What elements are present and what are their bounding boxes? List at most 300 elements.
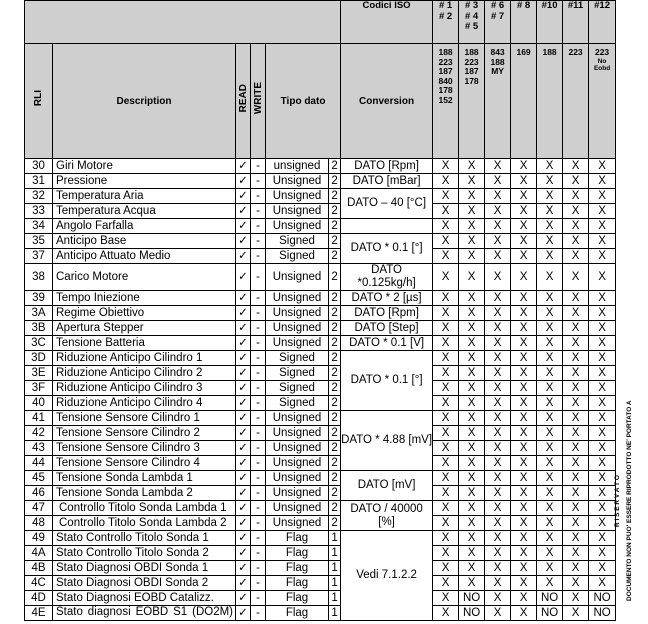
iso-mark-cell: X: [589, 546, 616, 561]
iso-col-3-label: # 6 # 7: [485, 1, 511, 44]
conversion-cell: DATO * 0.1 [°]: [341, 351, 433, 411]
write-cell: -: [251, 471, 266, 486]
table-row: [25, 486, 616, 501]
length-cell: 2: [329, 159, 341, 174]
type-cell: Signed: [266, 351, 329, 366]
write-cell: -: [251, 411, 266, 426]
length-cell: 2: [329, 456, 341, 471]
iso-mark-cell: X: [485, 249, 511, 264]
iso-mark-cell: X: [459, 291, 485, 306]
iso-mark-cell: X: [537, 396, 563, 411]
iso-mark-cell: X: [485, 576, 511, 591]
table-row: [25, 381, 616, 396]
rli-cell: 4E: [25, 606, 53, 621]
iso-mark-cell: X: [485, 159, 511, 174]
description-cell: Apertura Stepper: [53, 321, 236, 336]
iso-mark-cell: X: [433, 396, 459, 411]
rli-cell: 37: [25, 249, 53, 264]
iso-mark-cell: X: [485, 561, 511, 576]
iso-col-7-code: 223: [594, 47, 610, 57]
write-cell: -: [251, 336, 266, 351]
rli-cell: 44: [25, 456, 53, 471]
read-check-cell: ✓: [236, 204, 251, 219]
type-cell: Flag: [266, 606, 329, 621]
read-check-cell: ✓: [236, 396, 251, 411]
length-cell: 1: [329, 576, 341, 591]
iso-mark-cell: X: [589, 234, 616, 249]
iso-mark-cell: X: [511, 219, 537, 234]
iso-mark-cell: X: [433, 321, 459, 336]
description-cell: Controllo Titolo Sonda Lambda 2: [53, 516, 236, 531]
write-cell: -: [251, 204, 266, 219]
iso-mark-cell: X: [433, 591, 459, 606]
iso-mark-cell: X: [563, 249, 589, 264]
read-check-cell: ✓: [236, 291, 251, 306]
read-check-cell: ✓: [236, 546, 251, 561]
read-check-cell: ✓: [236, 234, 251, 249]
description-cell: Anticipo Base: [53, 234, 236, 249]
read-header: [236, 44, 251, 159]
type-cell: Unsigned: [266, 486, 329, 501]
iso-mark-cell: X: [433, 471, 459, 486]
iso-mark-cell: X: [511, 591, 537, 606]
iso-mark-cell: X: [537, 381, 563, 396]
table-row: [25, 306, 616, 321]
iso-mark-cell: X: [563, 516, 589, 531]
write-cell: -: [251, 189, 266, 204]
type-cell: Unsigned: [266, 219, 329, 234]
write-cell: -: [251, 366, 266, 381]
rli-cell: 47: [25, 501, 53, 516]
iso-mark-cell: X: [433, 204, 459, 219]
iso-mark-cell: X: [485, 351, 511, 366]
read-check-cell: ✓: [236, 351, 251, 366]
iso-mark-cell: X: [459, 546, 485, 561]
iso-mark-cell: X: [485, 411, 511, 426]
iso-mark-cell: X: [511, 249, 537, 264]
read-header-label: READ: [237, 84, 249, 113]
iso-mark-cell: X: [589, 456, 616, 471]
iso-mark-cell: X: [589, 264, 616, 291]
length-cell: 1: [329, 531, 341, 546]
conversion-cell: DATO [Rpm]: [341, 159, 433, 174]
description-cell: Giri Motore: [53, 159, 236, 174]
iso-mark-cell: X: [511, 336, 537, 351]
table-row: [25, 471, 616, 486]
iso-mark-cell: X: [589, 381, 616, 396]
length-cell: 2: [329, 189, 341, 204]
read-check-cell: ✓: [236, 264, 251, 291]
rli-cell: 4A: [25, 546, 53, 561]
iso-mark-cell: X: [537, 411, 563, 426]
type-cell: Unsigned: [266, 456, 329, 471]
read-check-cell: ✓: [236, 306, 251, 321]
description-header: Description: [53, 44, 236, 159]
description-cell: Tensione Sensore Cilindro 3: [53, 441, 236, 456]
read-check-cell: ✓: [236, 159, 251, 174]
iso-mark-cell: NO: [589, 591, 616, 606]
description-cell: Tensione Sonda Lambda 1: [53, 471, 236, 486]
type-cell: Unsigned: [266, 306, 329, 321]
iso-mark-cell: X: [589, 291, 616, 306]
iso-mark-cell: X: [511, 606, 537, 621]
type-cell: Flag: [266, 531, 329, 546]
write-cell: -: [251, 249, 266, 264]
iso-mark-cell: X: [563, 606, 589, 621]
rli-cell: 45: [25, 471, 53, 486]
iso-mark-cell: X: [537, 264, 563, 291]
iso-mark-cell: X: [433, 219, 459, 234]
table-row: [25, 411, 616, 426]
table-row: [25, 531, 616, 546]
iso-mark-cell: X: [589, 516, 616, 531]
description-cell: Tensione Sensore Cilindro 4: [53, 456, 236, 471]
table-row: [25, 321, 616, 336]
description-cell: Carico Motore: [53, 264, 236, 291]
length-cell: 2: [329, 381, 341, 396]
write-header: [251, 44, 266, 159]
codici-iso-header: Codici ISO: [341, 1, 433, 44]
iso-mark-cell: NO: [589, 606, 616, 621]
read-check-cell: ✓: [236, 561, 251, 576]
rli-cell: 31: [25, 174, 53, 189]
iso-mark-cell: X: [537, 219, 563, 234]
write-cell: -: [251, 501, 266, 516]
iso-mark-cell: X: [563, 336, 589, 351]
read-check-cell: ✓: [236, 606, 251, 621]
iso-mark-cell: X: [563, 546, 589, 561]
conversion-header: Conversion: [341, 44, 433, 159]
type-cell: Signed: [266, 234, 329, 249]
iso-mark-cell: X: [537, 291, 563, 306]
iso-mark-cell: X: [589, 306, 616, 321]
length-cell: 2: [329, 441, 341, 456]
iso-mark-cell: X: [459, 366, 485, 381]
type-cell: Unsigned: [266, 321, 329, 336]
iso-mark-cell: X: [433, 561, 459, 576]
table-row: [25, 174, 616, 189]
iso-mark-cell: X: [433, 441, 459, 456]
iso-mark-cell: X: [589, 219, 616, 234]
table-row: [25, 501, 616, 516]
iso-mark-cell: X: [485, 441, 511, 456]
iso-mark-cell: X: [537, 234, 563, 249]
type-cell: Signed: [266, 366, 329, 381]
iso-mark-cell: X: [459, 351, 485, 366]
table-row: [25, 189, 616, 204]
description-cell: Stato Controllo Titolo Sonda 1: [53, 531, 236, 546]
iso-mark-cell: X: [485, 531, 511, 546]
iso-mark-cell: X: [537, 249, 563, 264]
type-cell: Unsigned: [266, 426, 329, 441]
iso-mark-cell: X: [537, 576, 563, 591]
rli-cell: 3A: [25, 306, 53, 321]
length-cell: 2: [329, 249, 341, 264]
read-check-cell: ✓: [236, 189, 251, 204]
iso-mark-cell: NO: [459, 591, 485, 606]
type-cell: Flag: [266, 576, 329, 591]
rli-cell: 38: [25, 264, 53, 291]
iso-mark-cell: X: [459, 411, 485, 426]
rli-header: [25, 44, 53, 159]
length-cell: 1: [329, 546, 341, 561]
iso-mark-cell: X: [537, 159, 563, 174]
iso-mark-cell: X: [433, 501, 459, 516]
description-cell: Anticipo Attuato Medio: [53, 249, 236, 264]
iso-mark-cell: X: [459, 561, 485, 576]
type-cell: Flag: [266, 546, 329, 561]
iso-mark-cell: X: [563, 486, 589, 501]
iso-mark-cell: X: [511, 456, 537, 471]
iso-mark-cell: X: [537, 174, 563, 189]
iso-mark-cell: X: [511, 321, 537, 336]
rli-cell: 4D: [25, 591, 53, 606]
iso-mark-cell: X: [459, 336, 485, 351]
rli-cell: 40: [25, 396, 53, 411]
type-cell: Unsigned: [266, 291, 329, 306]
read-check-cell: ✓: [236, 441, 251, 456]
read-check-cell: ✓: [236, 426, 251, 441]
iso-mark-cell: X: [485, 366, 511, 381]
iso-col-2-codes: 188 223 187 178: [459, 44, 485, 159]
table-row: [25, 336, 616, 351]
iso-mark-cell: X: [511, 501, 537, 516]
iso-mark-cell: X: [485, 486, 511, 501]
read-check-cell: ✓: [236, 576, 251, 591]
write-cell: -: [251, 219, 266, 234]
write-cell: -: [251, 606, 266, 621]
iso-col-1-label: # 1 # 2: [433, 1, 459, 44]
iso-mark-cell: X: [485, 306, 511, 321]
length-cell: 1: [329, 606, 341, 621]
iso-mark-cell: X: [459, 219, 485, 234]
description-cell: Tensione Batteria: [53, 336, 236, 351]
iso-mark-cell: X: [433, 606, 459, 621]
write-cell: -: [251, 591, 266, 606]
table-row: [25, 219, 616, 234]
iso-col-4-codes: 169: [511, 44, 537, 159]
iso-mark-cell: X: [459, 306, 485, 321]
iso-mark-cell: X: [511, 561, 537, 576]
conversion-cell: DATO [Rpm]: [341, 306, 433, 321]
iso-mark-cell: X: [459, 471, 485, 486]
iso-mark-cell: X: [563, 174, 589, 189]
iso-mark-cell: X: [433, 291, 459, 306]
rli-cell: 32: [25, 189, 53, 204]
iso-mark-cell: X: [433, 264, 459, 291]
write-cell: -: [251, 264, 266, 291]
iso-mark-cell: X: [511, 174, 537, 189]
iso-mark-cell: X: [459, 321, 485, 336]
iso-mark-cell: X: [537, 456, 563, 471]
iso-mark-cell: X: [433, 351, 459, 366]
iso-mark-cell: X: [563, 291, 589, 306]
iso-col-7-note: No Eobd: [593, 57, 611, 72]
length-cell: 2: [329, 351, 341, 366]
iso-col-6-label: #11: [563, 1, 589, 44]
iso-mark-cell: X: [589, 576, 616, 591]
iso-col-3-codes: 843 188 MY: [485, 44, 511, 159]
tipo-dato-header: Tipo dato: [266, 44, 341, 159]
description-cell: Tensione Sensore Cilindro 1: [53, 411, 236, 426]
iso-mark-cell: X: [433, 336, 459, 351]
iso-mark-cell: X: [433, 516, 459, 531]
table-row: [25, 561, 616, 576]
iso-mark-cell: X: [459, 441, 485, 456]
description-cell: Angolo Farfalla: [53, 219, 236, 234]
iso-mark-cell: X: [433, 531, 459, 546]
type-cell: Unsigned: [266, 204, 329, 219]
iso-mark-cell: NO: [537, 591, 563, 606]
iso-mark-cell: X: [511, 159, 537, 174]
table-row: [25, 291, 616, 306]
type-cell: Unsigned: [266, 336, 329, 351]
iso-mark-cell: X: [485, 426, 511, 441]
write-cell: -: [251, 561, 266, 576]
iso-mark-cell: X: [433, 189, 459, 204]
iso-mark-cell: X: [433, 159, 459, 174]
write-cell: -: [251, 426, 266, 441]
write-cell: -: [251, 516, 266, 531]
iso-col-4-label: # 8: [511, 1, 537, 44]
rli-cell: 4C: [25, 576, 53, 591]
iso-col-5-label: #10: [537, 1, 563, 44]
iso-mark-cell: X: [485, 456, 511, 471]
write-cell: -: [251, 351, 266, 366]
iso-mark-cell: X: [563, 456, 589, 471]
iso-mark-cell: X: [485, 204, 511, 219]
length-cell: 2: [329, 174, 341, 189]
rli-parameter-table: [24, 0, 616, 621]
iso-mark-cell: X: [563, 381, 589, 396]
type-cell: Signed: [266, 396, 329, 411]
rli-cell: 30: [25, 159, 53, 174]
table-row: [25, 546, 616, 561]
iso-mark-cell: X: [589, 174, 616, 189]
iso-mark-cell: X: [563, 264, 589, 291]
length-cell: 2: [329, 264, 341, 291]
rli-cell: 33: [25, 204, 53, 219]
header-row-1: [25, 1, 616, 44]
rli-cell: 3C: [25, 336, 53, 351]
table-row: [25, 396, 616, 411]
iso-mark-cell: X: [563, 189, 589, 204]
iso-mark-cell: X: [511, 381, 537, 396]
iso-mark-cell: X: [537, 189, 563, 204]
write-cell: -: [251, 291, 266, 306]
type-cell: unsigned: [266, 159, 329, 174]
iso-mark-cell: X: [511, 351, 537, 366]
iso-mark-cell: X: [511, 396, 537, 411]
type-cell: Signed: [266, 381, 329, 396]
read-check-cell: ✓: [236, 486, 251, 501]
rli-cell: 3E: [25, 366, 53, 381]
iso-mark-cell: X: [563, 576, 589, 591]
rli-cell: 35: [25, 234, 53, 249]
iso-mark-cell: X: [485, 606, 511, 621]
table-row: [25, 591, 616, 606]
read-check-cell: ✓: [236, 411, 251, 426]
rli-cell: 43: [25, 441, 53, 456]
iso-mark-cell: X: [537, 516, 563, 531]
iso-mark-cell: X: [537, 321, 563, 336]
iso-mark-cell: X: [459, 159, 485, 174]
iso-col-7-codes: [589, 44, 616, 159]
length-cell: 2: [329, 411, 341, 426]
table-row: [25, 516, 616, 531]
description-cell: Stato Diagnosi OBDI Sonda 2: [53, 576, 236, 591]
iso-mark-cell: X: [589, 321, 616, 336]
iso-mark-cell: X: [459, 531, 485, 546]
iso-mark-cell: X: [589, 441, 616, 456]
length-cell: 2: [329, 516, 341, 531]
write-cell: -: [251, 441, 266, 456]
iso-mark-cell: X: [459, 174, 485, 189]
iso-mark-cell: X: [459, 516, 485, 531]
iso-mark-cell: X: [485, 219, 511, 234]
write-cell: -: [251, 159, 266, 174]
iso-mark-cell: X: [433, 249, 459, 264]
rli-cell: 39: [25, 291, 53, 306]
write-cell: -: [251, 576, 266, 591]
iso-mark-cell: X: [485, 174, 511, 189]
write-cell: -: [251, 381, 266, 396]
iso-mark-cell: X: [511, 204, 537, 219]
table-row: [25, 204, 616, 219]
write-cell: -: [251, 486, 266, 501]
iso-mark-cell: X: [537, 426, 563, 441]
length-cell: 1: [329, 591, 341, 606]
write-cell: -: [251, 306, 266, 321]
type-cell: Flag: [266, 591, 329, 606]
iso-mark-cell: X: [485, 471, 511, 486]
read-check-cell: ✓: [236, 456, 251, 471]
rli-cell: 49: [25, 531, 53, 546]
iso-mark-cell: X: [563, 591, 589, 606]
conversion-cell: DATO / 40000 [%]: [341, 501, 433, 531]
type-cell: Flag: [266, 561, 329, 576]
read-check-cell: ✓: [236, 174, 251, 189]
iso-mark-cell: X: [511, 546, 537, 561]
iso-mark-cell: X: [459, 501, 485, 516]
description-cell: Riduzione Anticipo Cilindro 2: [53, 366, 236, 381]
iso-mark-cell: X: [459, 576, 485, 591]
table-row: [25, 234, 616, 249]
write-cell: -: [251, 531, 266, 546]
iso-mark-cell: X: [563, 531, 589, 546]
iso-mark-cell: X: [433, 381, 459, 396]
iso-mark-cell: X: [589, 426, 616, 441]
iso-mark-cell: X: [433, 486, 459, 501]
iso-mark-cell: X: [433, 306, 459, 321]
conversion-cell: DATO *0.125kg/h]: [341, 264, 433, 291]
iso-mark-cell: X: [537, 306, 563, 321]
iso-mark-cell: X: [485, 396, 511, 411]
iso-mark-cell: X: [589, 351, 616, 366]
iso-mark-cell: X: [485, 264, 511, 291]
iso-mark-cell: X: [589, 159, 616, 174]
description-cell: Tensione Sonda Lambda 2: [53, 486, 236, 501]
iso-mark-cell: X: [563, 159, 589, 174]
iso-mark-cell: X: [537, 501, 563, 516]
description-cell: Riduzione Anticipo Cilindro 3: [53, 381, 236, 396]
rli-cell: 41: [25, 411, 53, 426]
description-cell: Tensione Sensore Cilindro 2: [53, 426, 236, 441]
iso-mark-cell: NO: [459, 606, 485, 621]
conversion-cell: DATO [mV]: [341, 471, 433, 501]
type-cell: Unsigned: [266, 189, 329, 204]
table-row: [25, 576, 616, 591]
